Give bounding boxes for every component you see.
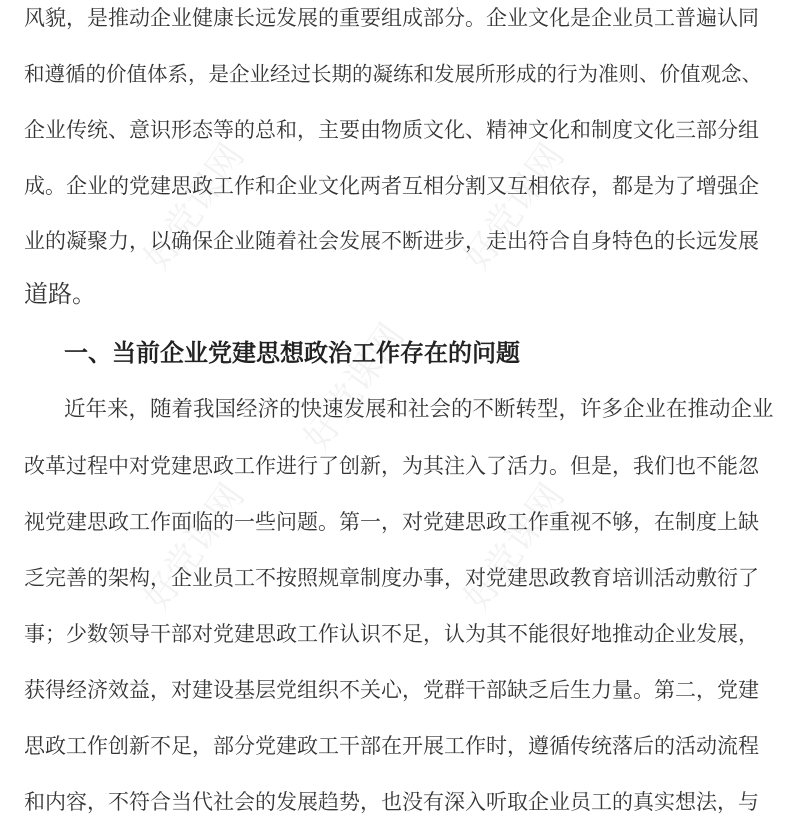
watermark-text: 好党课网 bbox=[296, 316, 413, 458]
paragraph-line: 和内容，不符合当代社会的发展趋势，也没有深入听取企业员工的真实想法，与 bbox=[24, 790, 759, 814]
paragraph-line: 思政工作创新不足，部分党建政工干部在开展工作时，遵循传统落后的活动流程 bbox=[24, 734, 759, 758]
paragraph-line: 企业传统、意识形态等的总和，主要由物质文化、精神文化和制度文化三部分组 bbox=[24, 118, 759, 142]
paragraph-line: 道路。 bbox=[24, 280, 96, 308]
watermark-text: 好党课网 bbox=[456, 136, 573, 278]
paragraph-line: 近年来，随着我国经济的快速发展和社会的不断转型，许多企业在推动企业 bbox=[64, 397, 774, 422]
paragraph-line: 成。企业的党建思政工作和企业文化两者互相分割又互相依存，都是为了增强企 bbox=[24, 174, 759, 198]
paragraph-line: 视党建思政工作面临的一些问题。第一，对党建思政工作重视不够，在制度上缺 bbox=[24, 510, 759, 534]
paragraph-line: 改革过程中对党建思政工作进行了创新，为其注入了活力。但是，我们也不能忽 bbox=[24, 454, 759, 478]
watermark-text: 好党课网 bbox=[456, 476, 573, 618]
paragraph-line: 风貌，是推动企业健康长远发展的重要组成部分。企业文化是企业员工普遍认同 bbox=[24, 6, 759, 30]
section-heading: 一、当前企业党建思想政治工作存在的问题 bbox=[64, 339, 520, 367]
watermark-text: 好党课网 bbox=[136, 136, 253, 278]
paragraph-line: 事；少数领导干部对党建思政工作认识不足，认为其不能很好地推动企业发展， bbox=[24, 622, 759, 646]
watermark-text: 好党课网 bbox=[136, 476, 253, 618]
paragraph-line: 获得经济效益，对建设基层党组织不关心，党群干部缺乏后生力量。第二，党建 bbox=[24, 678, 759, 702]
paragraph-line: 乏完善的架构，企业员工不按照规章制度办事，对党建思政教育培训活动敷衍了 bbox=[24, 566, 759, 590]
paragraph-line: 和遵循的价值体系，是企业经过长期的凝练和发展所形成的行为准则、价值观念、 bbox=[24, 62, 762, 86]
paragraph-line: 业的凝聚力，以确保企业随着社会发展不断进步，走出符合自身特色的长远发展 bbox=[24, 229, 759, 253]
